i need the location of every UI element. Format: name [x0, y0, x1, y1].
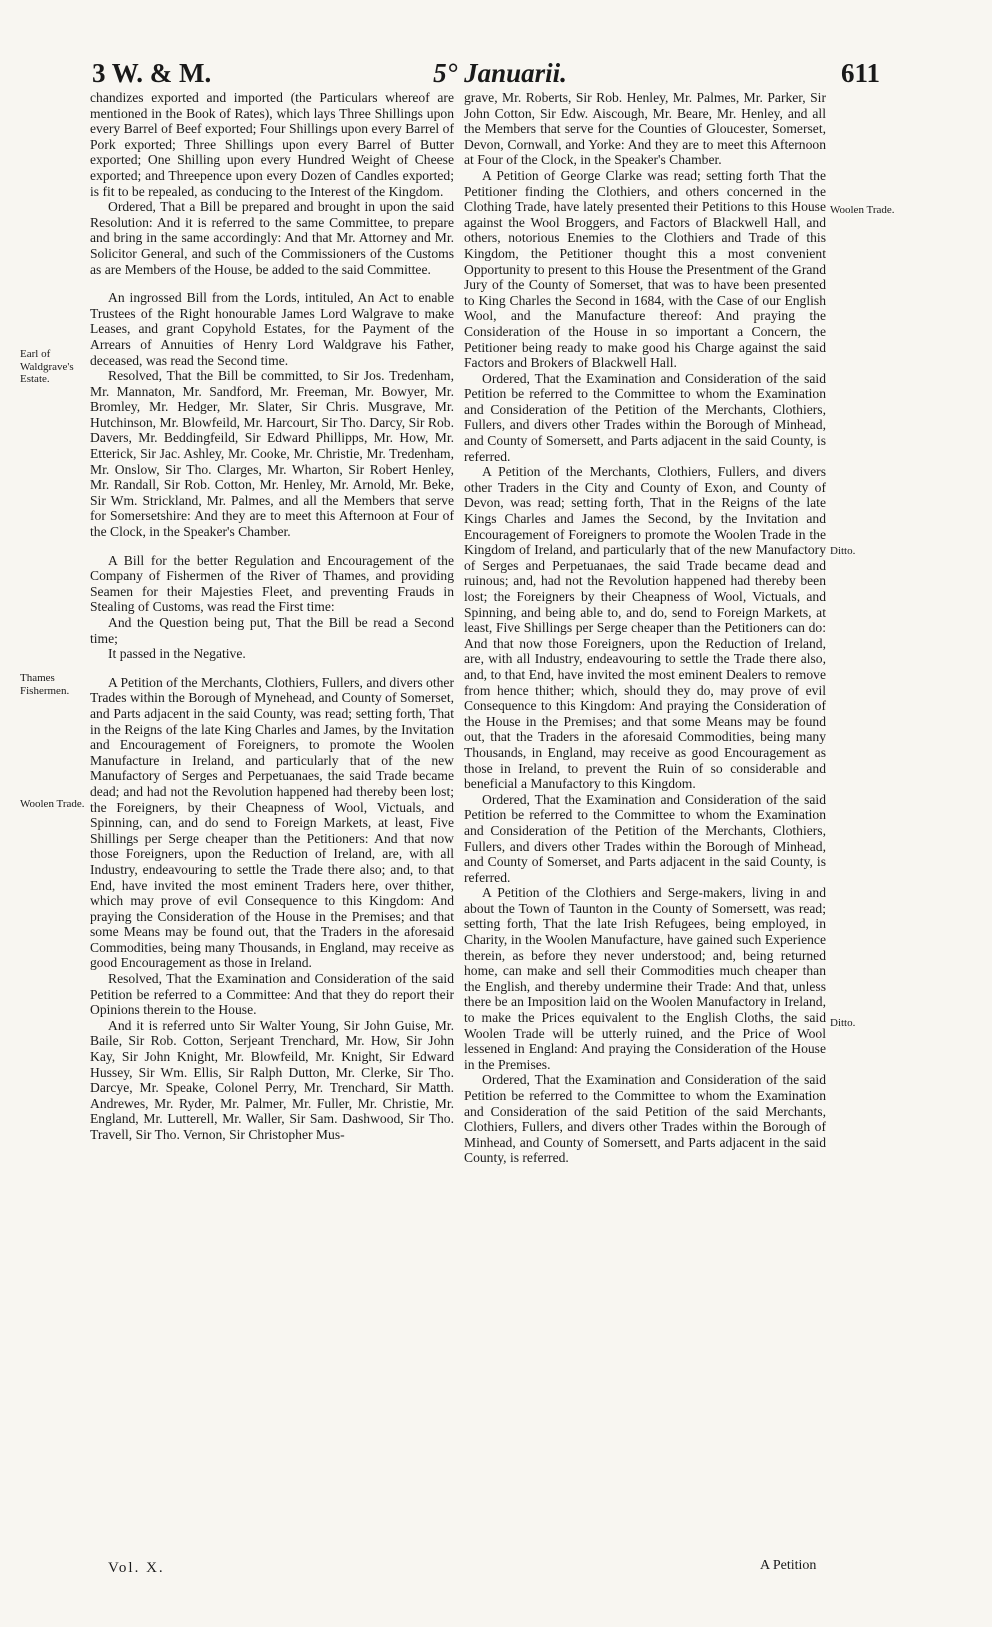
paragraph: Ordered, That the Examination and Consideration of the said Petition be referred to the Committee to whom the Examination and Consideration of the said Petition of the said Merchants, Clothiers, Fullers, and divers other Trades within the Borough of Minhead, and County of Somersett, and Parts adjacent in the said County, is referred. [464, 1072, 826, 1166]
left-column [90, 90, 454, 1143]
volume-signature: Vol. X. [108, 1560, 165, 1576]
running-head-date: 5° Januarii. [433, 58, 567, 88]
paragraph: Resolved, That the Bill be committed, to Sir Jos. Tredenham, Mr. Mannaton, Mr. Sandford, Mr. Freeman, Mr. Bowyer, Mr. Bromley, Mr. Hedger, Mr. Slater, Sir Chris. Musgrave, Mr. Hutchinson, Mr. Blowfeild, Mr. Harcourt, Sir Tho. Darcy, Sir Rob. Davers, Mr. Beddingfeild, Sir Edward Phillipps, Mr. How, Mr. Etterick, Sir Jac. Ashley, Mr. Cooke, Mr. Christie, Mr. Tredenham, Mr. Onslow, Sir Tho. Clarges, Mr. Wharton, Sir Robert Henley, Mr. Randall, Sir Rob. Cotton, Mr. Henley, Mr. Arnold, Mr. Beke, Sir Wm. Strickland, Mr. Palmes, and all the Members that serve for Somersetshire: And they are to meet this Afternoon at Four of the Clock, in the Speaker's Chamber. [90, 368, 454, 540]
margin-note-woolen-left: Woolen Trade. [20, 798, 85, 810]
margin-note-woolen-right: Woolen Trade. [830, 204, 895, 216]
paragraph: A Petition of the Merchants, Clothiers, Fullers, and divers other Trades within the Borough of Mynehead, and County of Somerset, and Parts adjacent in the said County, was read; setting forth, That in the Reigns of the late King Charles and James, by the Invitation and Encouragement of Foreigners, to promote the Woolen Manufacture in Ireland, and particularly that of the new Manufactory of Serges and Perpetuanaes, the said Trade became dead; and had not the Revolution happened had thereby been lost; the Foreigners, by their Cheapness of Wool, Victuals, and Spinning, can, and do send to Foreign Markets, at least, Five Shillings per Serge cheaper than the Petitioners: And that now those Foreigners, upon the Reduction of Ireland, are, with all Industry, endeavouring to settle the Trade there also; and, to that End, have invited the most eminent Traders here, over thither, which may prove of evil Consequence to this Kingdom: And praying the Consideration of the House in the Premises; and that some Means may be found out, that the Traders in the aforesaid Commodities, being many Thousands, in England, may receive as good Encouragement as those in Ireland. [90, 674, 454, 971]
paragraph: A Petition of the Clothiers and Serge-makers, living in and about the Town of Taunton in the County of Somersett, was read; setting forth, That the late Irish Refugees, being employed, in Charity, in the Woolen Manufacture, have gained such Experience therein, as before they never understood; and, being returned home, can make and sell their Commodities much cheaper than the English, and thereby undermine their Trade: And that, unless there be an Imposition laid on the Woolen Manufactory in Ireland, to make the Prices equivalent to the English Cloths, the said Woolen Trade will be utterly ruined, and the Price of Wool lessened in England: And praying the Consideration of the House in the Premises. [464, 885, 826, 1072]
catchword: A Petition [760, 1558, 817, 1573]
paragraph: And it is referred unto Sir Walter Young, Sir John Guise, Mr. Baile, Sir Rob. Cotton, Serjeant Trenchard, Mr. How, Sir John Kay, Sir John Knight, Mr. Blowfeild, Mr. Knight, Sir Edward Hussey, Sir Wm. Ellis, Sir Ralph Dutton, Mr. Clerke, Sir Tho. Darcye, Mr. Speake, Colonel Perry, Mr. Trenchard, Sir Matth. Andrewes, Mr. Ryder, Mr. Palmer, Mr. Fuller, Mr. Christie, Mr. England, Mr. Lutterell, Mr. Waller, Sir Sam. Dashwood, Sir Tho. Travell, Sir Tho. Vernon, Sir Christopher Mus- [90, 1017, 454, 1142]
margin-note-ditto-2: Ditto. [830, 1017, 856, 1029]
paragraph: An ingrossed Bill from the Lords, intituled, An Act to enable Trustees of the Right honourable James Lord Walgrave to make Leases, and grant Copyhold Estates, for the Payment of the Arrears of Annuities of Henry Lord Waldgrave his Father, deceased, was read the Second time. [90, 290, 454, 368]
right-column [464, 90, 826, 1166]
margin-note-earl: Earl of Waldgrave's Estate. [20, 348, 74, 385]
paragraph: Ordered, That a Bill be prepared and brought in upon the said Resolution: And it is referred to the same Committee, to prepare and bring in the same accordingly: And that Mr. Attorney and Mr. Solicitor General, and such of the Commissioners of the Customs as are Members of the House, be added to the said Committee. [90, 199, 454, 277]
page-number: 611 [840, 58, 880, 88]
paragraph: Ordered, That the Examination and Consideration of the said Petition be referred to the Committee to whom the Examination and Consideration of the Petition of the Merchants, Clothiers, Fullers, and divers other Trades within the Borough of Minhead, and County of Somersett, and Parts adjacent in the said County, is referred. [464, 370, 826, 464]
paragraph: A Petition of the Merchants, Clothiers, Fullers, and divers other Traders in the City and County of Exon, and County of Devon, was read; setting forth, That in the Reigns of the late Kings Charles and James the Second, by the Invitation and Encouragement of Foreigners to promote the Woolen Trade in the Kingdom of Ireland, and particularly that of the new Manufactory of Serges and Perpetuanaes, the said Trade became dead and ruinous; and, had not the Revolution happened had thereby been lost; the Foreigners by their Cheapness of Wool, Victuals, and Spinning, and being able to, and do, send to Foreign Markets, at least, Five Shillings per Serge cheaper than the Petitioners can do: And that now those Foreigners, upon the Reduction of Ireland, are, with all Industry, endeavouring to settle the Trade there also, and, to that End, have invited the most eminent Dealers to remove from hence thither; which, should they do, may prove of evil Consequence to this Kingdom: And praying the Consideration of the House in the Premises; and that some Means may be found out, that the Traders in the aforesaid Commodities, being many Thousands, in England, may receive as good Encouragement as those in Ireland, to prevent the Ruin of so considerable and beneficial a Manufactory to this Kingdom. [464, 464, 826, 792]
paragraph: chandizes exported and imported (the Particulars whereof are mentioned in the Book of Rates), which lays Three Shillings upon every Barrel of Beef exported; Four Shillings upon every Barrel of Pork exported; Three Shillings upon every Barrel of Butter exported; One Shilling upon every Hundred Weight of Cheese exported; and Threepence upon every Dozen of Candles exported; is fit to be repealed, as conducing to the Interest of the Kingdom. [90, 90, 454, 199]
running-head-reign: 3 W. & M. [92, 58, 212, 88]
margin-note-ditto-1: Ditto. [830, 545, 856, 557]
margin-note-thames: Thames Fishermen. [20, 672, 70, 697]
paragraph: Resolved, That the Examination and Consideration of the said Petition be referred to a Committee: And that they do report their Opinions therein to the House. [90, 971, 454, 1018]
paragraph: A Petition of George Clarke was read; setting forth That the Petitioner finding the Clothiers, and others concerned in the Clothing Trade, have lately presented their Petitions to this House against the Wool Broggers, and Factors of Blackwell Hall, and others, notorious Enemies to the Clothiers and Trade of this Kingdom, the Petitioner thought this a most convenient Opportunity to present to this House the Presentment of the Grand Jury of the County of Somerset, that was to have been presented to King Charles the Second in 1684, with the Case of our English Wool, and the Manufacture thereof: And praying the Consideration of the House in so important a Concern, the Petitioner being ready to make good his Charge against the said Factors and Brokers of Blackwell Hall. [464, 167, 826, 371]
paragraph: And the Question being put, That the Bill be read a Second time; [90, 615, 454, 646]
paragraph: A Bill for the better Regulation and Encouragement of the Company of Fishermen of the River of Thames, and providing Seamen for their Majesties Fleet, and preventing Frauds in Stealing of Customs, was read the First time: [90, 552, 454, 615]
paragraph: It passed in the Negative. [108, 646, 246, 662]
paragraph: Ordered, That the Examination and Consideration of the said Petition be referred to the Committee to whom the Examination and Consideration of the Petition of the Merchants, Clothiers, Fullers, and divers other Trades within the Borough of Minhead, and County of Somerset, and Parts adjacent in the said County, is referred. [464, 791, 826, 885]
paragraph: grave, Mr. Roberts, Sir Rob. Henley, Mr. Palmes, Mr. Parker, Sir John Cotton, Sir Edw. Aiscough, Mr. Beare, Mr. Henley, and all the Members that serve for the Counties of Gloucester, Somerset, Devon, Cornwall, and Yorke: And they are to meet this Afternoon at Four of the Clock, in the Speaker's Chamber. [464, 90, 826, 168]
